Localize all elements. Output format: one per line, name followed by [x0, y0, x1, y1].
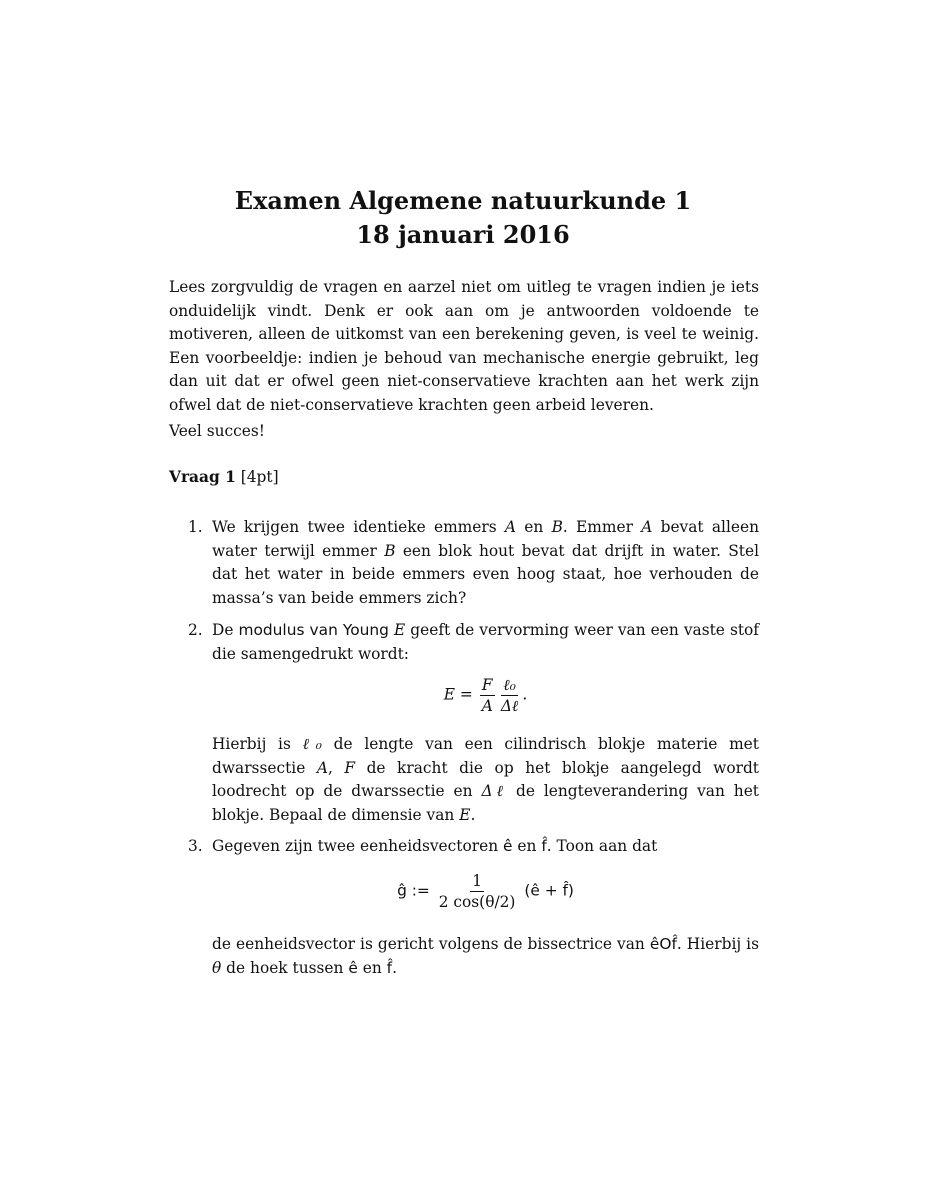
numerator: 1: [472, 872, 482, 890]
title-line-1: Examen Algemene natuurkunde 1: [234, 186, 692, 215]
page-title: [0, 184, 926, 252]
fraction: [499, 675, 521, 716]
text-run: .: [392, 958, 397, 977]
text-run: De: [212, 621, 239, 639]
text-run: .: [470, 805, 476, 824]
item-text: [212, 733, 759, 827]
denominator: Δℓ: [500, 697, 519, 715]
math-symbol: ê: [503, 837, 513, 855]
math-symbol: f̂: [386, 958, 393, 977]
math-symbol: E: [393, 621, 406, 639]
item-number: 2.: [188, 621, 203, 639]
question-heading: [169, 466, 759, 490]
text-run: . Toon aan dat: [546, 837, 658, 855]
text-run: en: [512, 837, 542, 855]
math-symbol: B: [551, 518, 563, 536]
math-symbol: A: [504, 518, 517, 536]
text-run: We krijgen twee identieke emmers: [212, 518, 505, 536]
math-symbol: f̂: [541, 837, 547, 855]
denominator: 2 cos(θ/2): [438, 893, 516, 911]
equation-end: .: [522, 685, 528, 704]
item-number: 3.: [188, 837, 203, 855]
math-symbol: ê: [348, 958, 358, 977]
closing-line: Veel succes!: [169, 422, 265, 440]
equation-rhs: (ê + f̂): [524, 881, 574, 900]
math-symbol: F: [344, 758, 356, 777]
math-symbol: ℓ₀: [302, 735, 322, 753]
title-line-2: 18 januari 2016: [356, 220, 570, 249]
numerator: ℓ₀: [503, 676, 516, 694]
text-run: en: [516, 518, 552, 536]
text-run: . Hierbij is: [676, 935, 759, 953]
question-label: Vraag 1: [169, 468, 236, 486]
denominator: A: [481, 697, 493, 715]
question-points: [4pt]: [240, 468, 279, 486]
intro-paragraph: Lees zorgvuldig de vragen en aarzel niet om uitleg te vragen indien je iets onduidelijk vindt. Denk er ook aan om je antwoorden voldoende te motiveren, alleen de uitkomst van een berekening geven, is veel te weinig. Een voorbeeldje: indien je behoud van mechanische energie gebruikt, leg dan uit dat er ofwel geen niet-conservatieve krachten aan het werk zijn ofwel dat de niet-conservatieve krachten geen arbeid leveren.: [169, 278, 759, 414]
text-run: een blok hout bevat dat drijft in water. Stel dat het water in beide emmers even hoog staat, hoe verhouden de massa’s van beide emmers zich?: [212, 541, 759, 607]
math-symbol: A: [316, 758, 328, 777]
text-run: bevat alleen water terwijl emmer: [212, 518, 760, 560]
text-run: de kracht die op het blokje aangelegd wordt loodrecht op de dwarssectie en: [212, 758, 759, 801]
numerator: F: [481, 676, 493, 694]
equation-lhs: E =: [443, 685, 473, 704]
text-run: en: [357, 958, 387, 977]
item-text: [212, 619, 759, 666]
text-run: Hierbij is: [212, 735, 303, 753]
term: modulus van Young: [238, 621, 389, 639]
math-symbol: θ: [212, 958, 222, 977]
item-text: [212, 835, 759, 859]
item-text: [212, 516, 759, 610]
equation-young-modulus: [212, 675, 759, 716]
math-symbol: A: [641, 518, 653, 536]
math-symbol: B: [384, 541, 396, 560]
math-symbol: êOf̂: [649, 935, 677, 953]
equation-lhs: ĝ :=: [397, 881, 430, 900]
text-run: de hoek tussen: [221, 958, 349, 977]
text-run: de lengte van een cilindrisch blokje materie met dwarssectie: [212, 735, 759, 777]
math-symbol: E: [459, 805, 471, 824]
item-text: [212, 933, 759, 980]
item-number: 1.: [188, 518, 203, 536]
math-symbol: Δℓ: [481, 782, 508, 801]
text-run: . Emmer: [562, 518, 642, 536]
text-run: de lengteverandering van het blokje. Bepaal de dimensie van: [212, 782, 759, 824]
text-run: geeft de vervorming weer van een vaste stof die samengedrukt wordt:: [212, 621, 759, 663]
text-run: Gegeven zijn twee eenheidsvectoren: [212, 837, 504, 855]
equation-bisector: [212, 871, 759, 912]
text-run: ,: [327, 758, 345, 777]
fraction: [480, 675, 495, 716]
text-run: de eenheidsvector is gericht volgens de bissectrice van: [212, 935, 650, 953]
fraction: [437, 871, 518, 912]
